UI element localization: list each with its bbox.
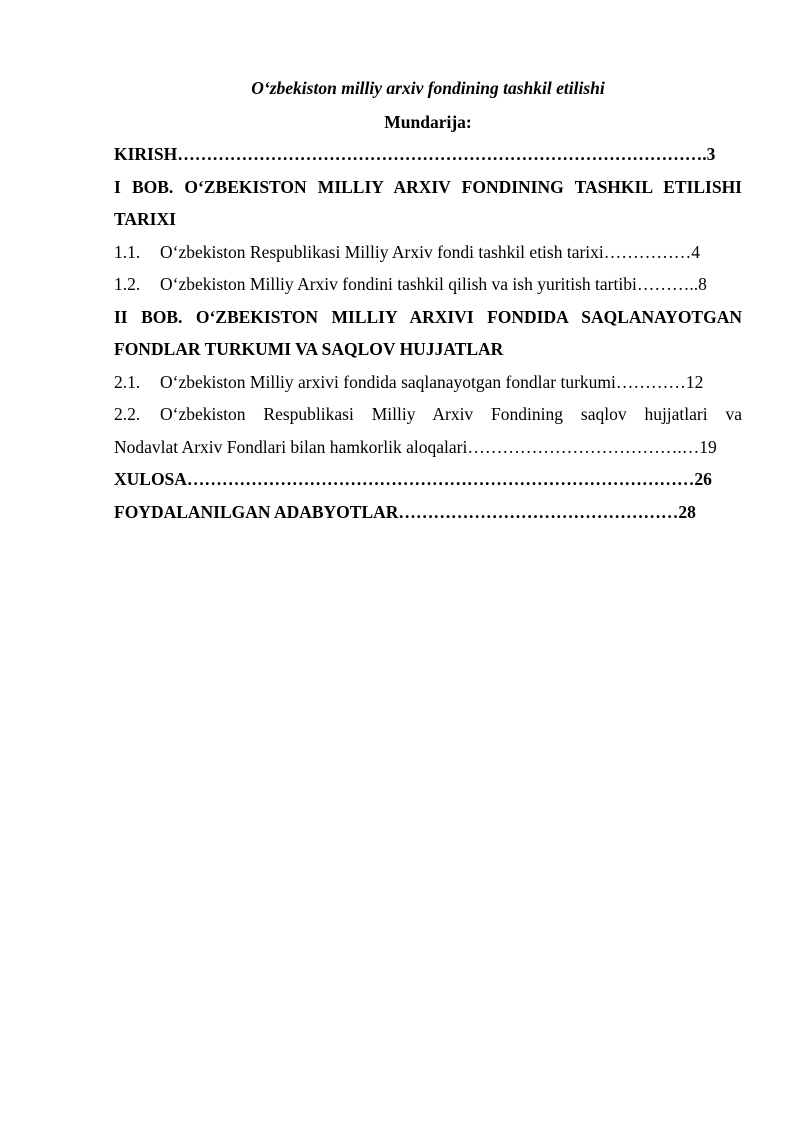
document-body [114,74,742,528]
toc-entry-2-1 [114,366,742,399]
toc-entry-number: 2.1. [114,371,141,392]
toc-chapter-2-title-cont: FONDLAR TURKUMI VA SAQLOV HUJJATLAR [114,339,504,359]
document-title: O‘zbekiston milliy arxiv fondining tashkil etilishi [251,78,605,98]
toc-entry-number: 2.2. [114,404,141,424]
toc-chapter-2-title: II BOB. O‘ZBEKISTON MILLIY ARXIVI FONDIDA SAQLANAYOTGAN [114,306,742,327]
toc-chapter-1-title: I BOB. O‘ZBEKISTON MILLIY ARXIV FONDINING TASHKIL ETILISHI [114,176,742,197]
toc-entry-number: 1.1. [114,241,141,262]
toc-entry-text: O‘zbekiston Milliy arxivi fondida saqlanayotgan fondlar turkumi…………12 [160,371,704,392]
toc-entry-1-1 [114,236,742,269]
toc-entry-text: O‘zbekiston Respublikasi Milliy Arxiv fondi tashkil etish tarixi……………4 [160,241,701,262]
toc-entry-conclusion: XULOSA……………………………………………………………………………26 [114,469,712,489]
toc-entry-text: O‘zbekiston Milliy Arxiv fondini tashkil qilish va ish yuritish tartibi………..8 [160,274,707,294]
toc-heading: Mundarija: [384,112,472,132]
toc-entry-2-2 [114,398,742,431]
toc-entry-references: FOYDALANILGAN ADABYOTLAR…………………………………………28 [114,501,696,522]
toc-entry-text: O‘zbekiston Respublikasi Milliy Arxiv Fondining saqlov hujjatlari va [160,404,742,424]
toc-chapter-1-title-cont: TARIXI [114,209,176,229]
toc-entry-intro: KIRISH……………………………………………………………………………….3 [114,144,716,164]
toc-entry-2-2-cont: Nodavlat Arxiv Fondlari bilan hamkorlik aloqalari……………………………….…19 [114,436,717,457]
toc-entry-1-2 [114,268,742,301]
toc-entry-number: 1.2. [114,274,141,294]
